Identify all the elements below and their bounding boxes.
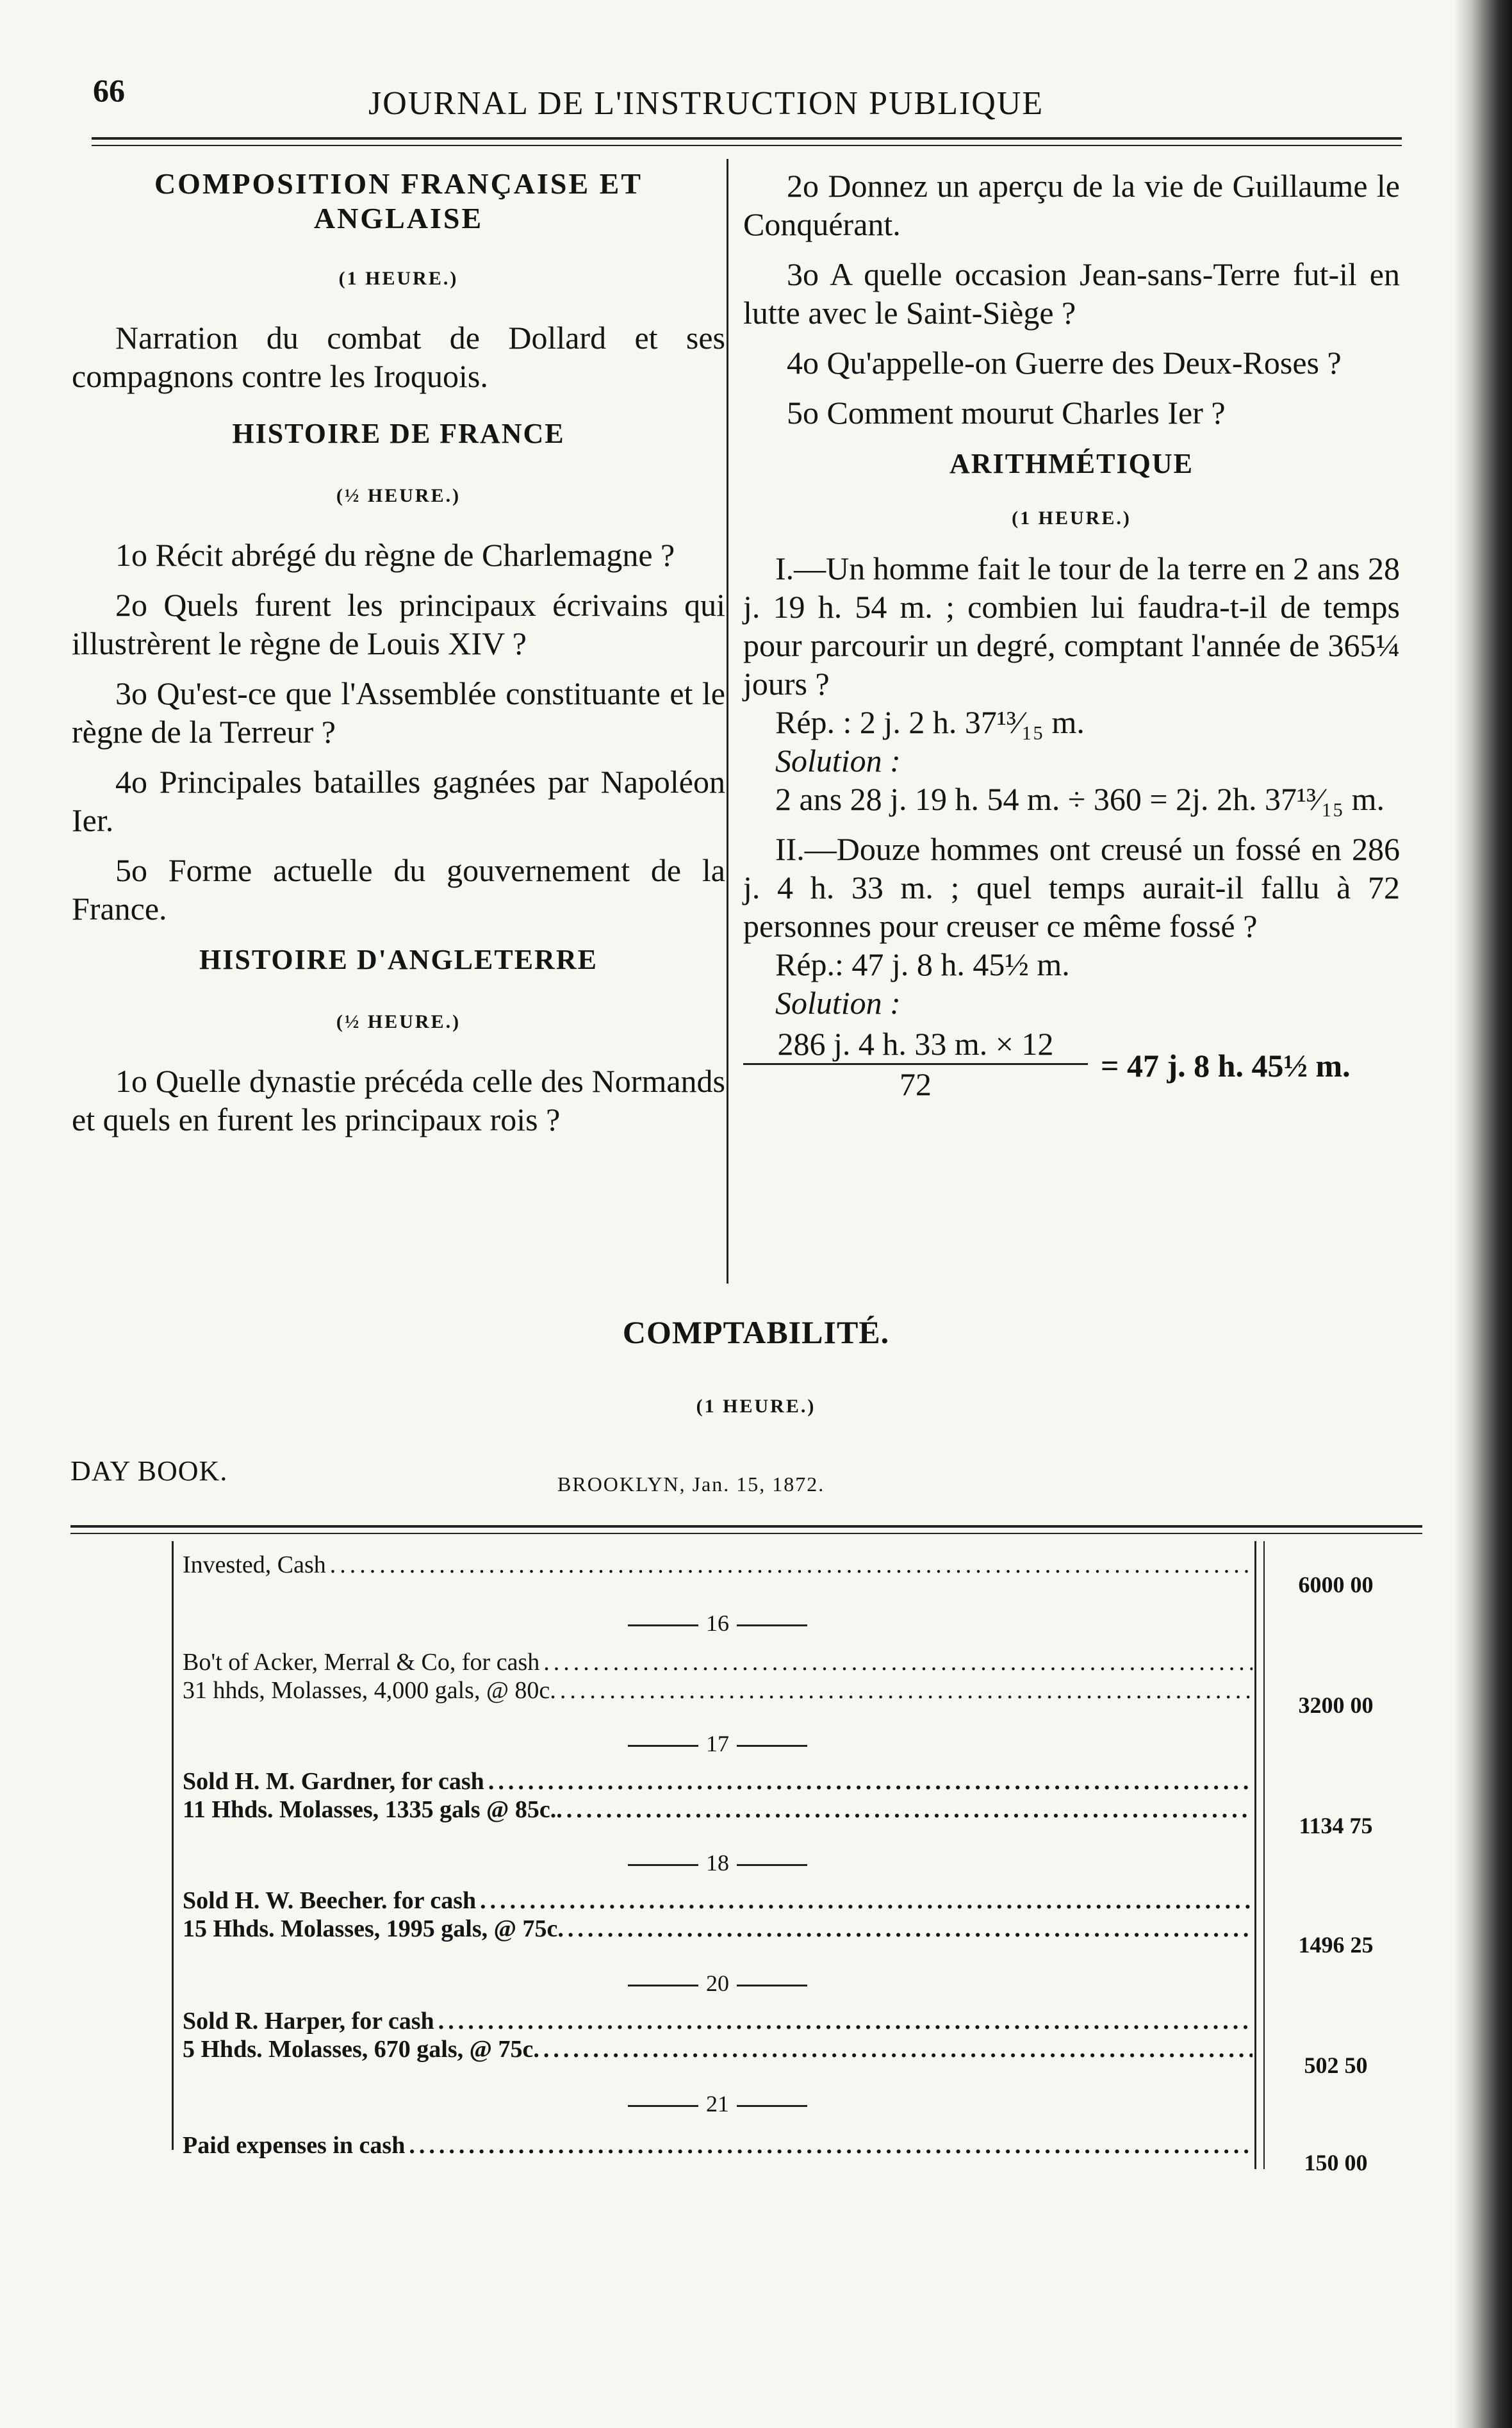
problem-1-solution: 2 ans 28 j. 19 h. 54 m. ÷ 360 = 2j. 2h. 37¹³⁄₁₅ m. <box>775 781 1385 817</box>
ledger-entry <box>183 1767 1253 1824</box>
entry-description: Sold R. Harper, for cash <box>183 2008 434 2035</box>
entry-amount: 1496 25 <box>1298 1932 1374 1958</box>
ledger-rule-thin <box>70 1533 1422 1534</box>
histoire-france-duration: (½ HEURE.) <box>336 485 461 506</box>
question-item: 1o Quelle dynastie précéda celle des Normands et quels en furent les principaux rois ? <box>72 1063 725 1137</box>
date-separator: 21 <box>183 2090 1253 2117</box>
comptabilite-duration: (1 HEURE.) <box>696 1396 816 1417</box>
date-separator: 18 <box>183 1849 1253 1876</box>
problem-1-text: I.—Un homme fait le tour de la terre en 2 ans 28 j. 19 h. 54 m. ; combien lui faudra-t-il de temps pour parcourir un degré, comptant l'année de 365¼ jours ? <box>743 550 1400 702</box>
ledger-entry <box>183 1648 1253 1705</box>
entry-description: Sold H. M. Gardner, for cash <box>183 1768 484 1795</box>
entry-amount: 150 00 <box>1304 2150 1368 2176</box>
ledger-right-border-inner <box>1263 1541 1265 2169</box>
question-item: 2o Quels furent les principaux écrivains qui illustrèrent le règne de Louis XIV ? <box>72 587 725 661</box>
date-separator: 16 <box>183 1610 1253 1637</box>
arithmetique-title: ARITHMÉTIQUE <box>949 448 1194 479</box>
page-number: 66 <box>93 72 125 108</box>
question-item: 3o A quelle occasion Jean-sans-Terre fut-il en lutte avec le Saint-Siège ? <box>743 256 1400 331</box>
question-item: 5o Forme actuelle du gouvernement de la France. <box>72 852 725 927</box>
problem-1-solution-label: Solution : <box>775 743 901 779</box>
problem-2-solution-label: Solution : <box>775 985 901 1021</box>
ledger-entry <box>183 2007 1253 2063</box>
entry-amount: 3200 00 <box>1298 1692 1374 1718</box>
entry-description: Sold H. W. Beecher. for cash <box>183 1887 477 1914</box>
composition-title: COMPOSITION FRANÇAISE ET ANGLAISE <box>154 167 643 235</box>
composition-duration: (1 HEURE.) <box>338 268 459 289</box>
histoire-angleterre-duration: (½ HEURE.) <box>336 1011 461 1032</box>
day-book-label: DAY BOOK. <box>70 1455 228 1487</box>
fraction-result: = 47 j. 8 h. 45½ m. <box>1101 1048 1351 1084</box>
question-item: 4o Qu'appelle-on Guerre des Deux-Roses ? <box>787 345 1342 381</box>
problem-2-answer: Rép.: 47 j. 8 h. 45½ m. <box>775 946 1070 982</box>
ledger-entry <box>183 1887 1253 1943</box>
composition-text: Narration du combat de Dollard et ses compagnons contre les Iroquois. <box>72 320 725 394</box>
ledger-right-border <box>1254 1541 1256 2169</box>
date-separator: 17 <box>183 1730 1253 1757</box>
comptabilite-title: COMPTABILITÉ. <box>622 1314 890 1350</box>
entry-amount: 1134 75 <box>1299 1813 1373 1838</box>
histoire-angleterre-title: HISTOIRE D'ANGLETERRE <box>199 944 598 975</box>
running-title: JOURNAL DE L'INSTRUCTION PUBLIQUE <box>368 85 1044 122</box>
entry-detail: 15 Hhds. Molasses, 1995 gals, @ 75c. <box>183 1915 564 1942</box>
header-rule-thin <box>92 145 1402 146</box>
entry-detail: 31 hhds, Molasses, 4,000 gals, @ 80c. <box>183 1677 556 1704</box>
place-date: BROOKLYN, Jan. 15, 1872. <box>557 1473 825 1496</box>
ledger-rule <box>70 1525 1422 1528</box>
question-item: 2o Donnez un aperçu de la vie de Guillaume le Conquérant. <box>743 168 1400 242</box>
entry-amount: 502 50 <box>1304 2052 1368 2078</box>
header-rule <box>92 137 1402 140</box>
fraction-denominator: 72 <box>900 1066 932 1102</box>
right-column <box>743 167 1400 1103</box>
solution-fraction <box>743 1025 1088 1103</box>
question-item: 5o Comment mourut Charles Ier ? <box>787 395 1226 431</box>
entry-detail: 11 Hhds. Molasses, 1335 gals @ 85c.. <box>183 1796 563 1823</box>
entry-amount: 6000 00 <box>1298 1572 1374 1598</box>
scanned-page-edge <box>1454 0 1512 2428</box>
problem-2-text: II.—Douze hommes ont creusé un fossé en 286 j. 4 h. 33 m. ; quel temps aurait-il fallu à 72 personnes pour creuser ce même fossé ? <box>743 831 1400 944</box>
question-item: 1o Récit abrégé du règne de Charlemagne ? <box>115 537 675 573</box>
arithmetique-duration: (1 HEURE.) <box>1012 508 1131 529</box>
column-divider <box>727 159 728 1284</box>
entry-description: Bo't of Acker, Merral & Co, for cash <box>183 1649 540 1676</box>
ledger-entry <box>183 2131 1253 2160</box>
question-item: 3o Qu'est-ce que l'Assemblée constituante et le règne de la Terreur ? <box>72 675 725 750</box>
problem-1-answer: Rép. : 2 j. 2 h. 37¹³⁄₁₅ m. <box>775 704 1085 740</box>
ledger-left-border <box>172 1541 174 2150</box>
date-separator: 20 <box>183 1970 1253 1997</box>
problem-2-solution <box>743 1025 1400 1103</box>
entry-detail: 5 Hhds. Molasses, 670 gals, @ 75c. <box>183 2036 539 2063</box>
histoire-france-title: HISTOIRE DE FRANCE <box>232 418 565 449</box>
entry-description: Invested, Cash <box>183 1551 326 1578</box>
left-column <box>72 167 725 1150</box>
fraction-numerator: 286 j. 4 h. 33 m. × 12 <box>743 1025 1088 1065</box>
entry-description: Paid expenses in cash <box>183 2132 406 2159</box>
question-item: 4o Principales batailles gagnées par Napoléon Ier. <box>72 764 725 838</box>
ledger-entry <box>183 1551 1253 1579</box>
